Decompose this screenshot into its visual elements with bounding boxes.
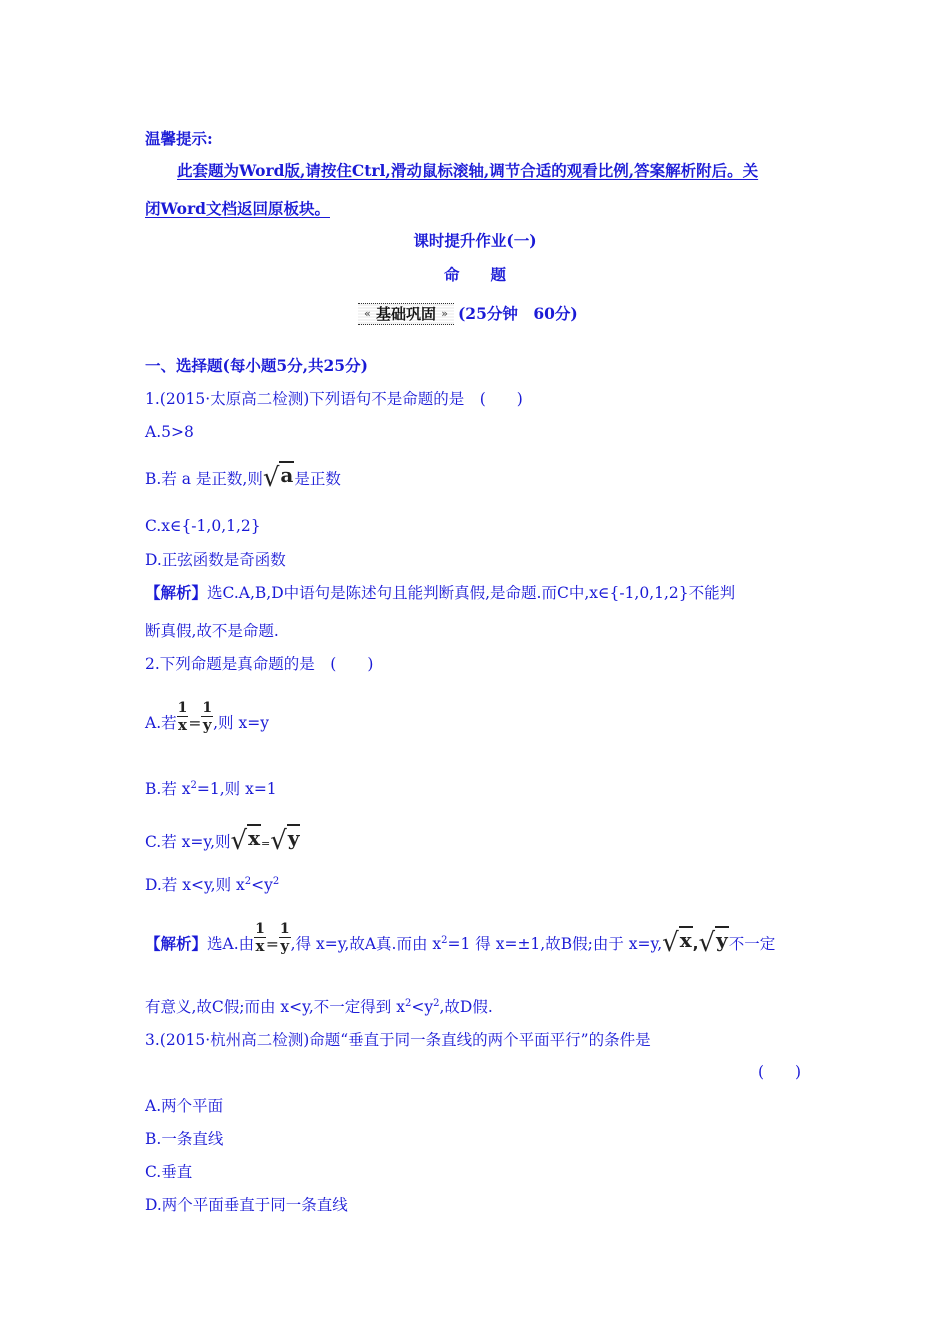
page-title: 课时提升作业(一) — [413, 231, 537, 250]
analysis-tag: 【解析】 — [145, 583, 208, 602]
sqrt-symbol: √y — [270, 826, 300, 856]
fraction: $\frac{1}{y}$ — [202, 700, 213, 734]
question-2-stem: 2.下列命题是真命题的是 ( ) — [145, 655, 374, 673]
badge-label: 基础巩固 — [375, 305, 436, 323]
question-2-option-d: D.若 x<y,则 $x^2<y^2$ — [145, 876, 280, 894]
sqrt-symbol: √x — [662, 928, 692, 958]
question-2-option-c: C.若 x=y,则√x=√y — [145, 826, 300, 856]
question-3-option-c: C.垂直 — [145, 1163, 193, 1181]
question-3-option-b: B.一条直线 — [145, 1130, 224, 1148]
question-2-analysis-line2: 有意义,故C假;而由 x<y,不一定得到 $x^2<y^2$,故D假. — [145, 998, 493, 1016]
question-1-option-d: D.正弦函数是奇函数 — [145, 551, 286, 569]
page-subtitle: 命 题 — [443, 265, 506, 284]
question-1-analysis-line1: 【解析】选C.A,B,D中语句是陈述句且能判断真假,是命题.而C中,x∈{-1,0,1,2}不能判 — [145, 583, 736, 602]
notice-text-line2[interactable]: 闭Word文档返回原板块。 — [145, 199, 330, 218]
question-3-option-a: A.两个平面 — [145, 1097, 224, 1115]
question-1-analysis-line2: 断真假,故不是命题. — [145, 622, 279, 640]
question-2-option-a: A.若 $\frac{1}{x}$ = $\frac{1}{y}$ ,则 x=y — [145, 700, 269, 734]
question-1-option-b — [145, 463, 341, 493]
question-2-option-b: B.若 $x^2=1$,则 x=1 — [145, 780, 277, 798]
question-3-option-d: D.两个平面垂直于同一条直线 — [145, 1196, 348, 1214]
question-1-stem: 1.(2015·太原高二检测)下列语句不是命题的是 ( ) — [145, 390, 523, 408]
analysis-tag: 【解析】 — [145, 934, 208, 953]
question-3-stem: 3.(2015·杭州高二检测)命题“垂直于同一条直线的两个平面平行”的条件是 — [145, 1031, 651, 1049]
section-header — [358, 303, 578, 325]
fraction: $\frac{1}{y}$ — [279, 921, 290, 955]
notice-text-line1[interactable]: 此套题为Word版,请按住Ctrl,滑动鼠标滚轴,调节合适的观看比例,答案解析附后。关 — [177, 161, 759, 180]
sqrt-symbol: √a — [262, 463, 294, 493]
answer-parentheses: ( ) — [758, 1063, 802, 1081]
question-2-analysis-line1: 【解析】选A.由 $\frac{1}{x}$ = $\frac{1}{y}$ ,得 x=y,故A真.而由 $x^2=1$ 得 x=±1,故B假;由于 x=y,√x,√y不一定 — [145, 921, 775, 955]
notice-title: 温馨提示: — [145, 129, 213, 148]
basic-consolidation-badge: « 基础巩固 » — [358, 303, 454, 325]
question-1-option-c: C.x∈{-1,0,1,2} — [145, 517, 261, 535]
time-score-label: (25分钟 60分) — [457, 304, 578, 323]
fraction: $\frac{1}{x}$ — [255, 921, 265, 955]
option-b-suffix: 是正数 — [294, 470, 341, 488]
section-title: 一、选择题(每小题5分,共25分) — [145, 356, 368, 375]
sqrt-symbol: √x — [230, 826, 261, 856]
sqrt-symbol: √y — [698, 928, 728, 958]
option-b-prefix: B.若 a 是正数,则 — [145, 470, 263, 488]
fraction: $\frac{1}{x}$ — [177, 700, 188, 734]
question-1-option-a: A.5>8 — [145, 423, 194, 441]
